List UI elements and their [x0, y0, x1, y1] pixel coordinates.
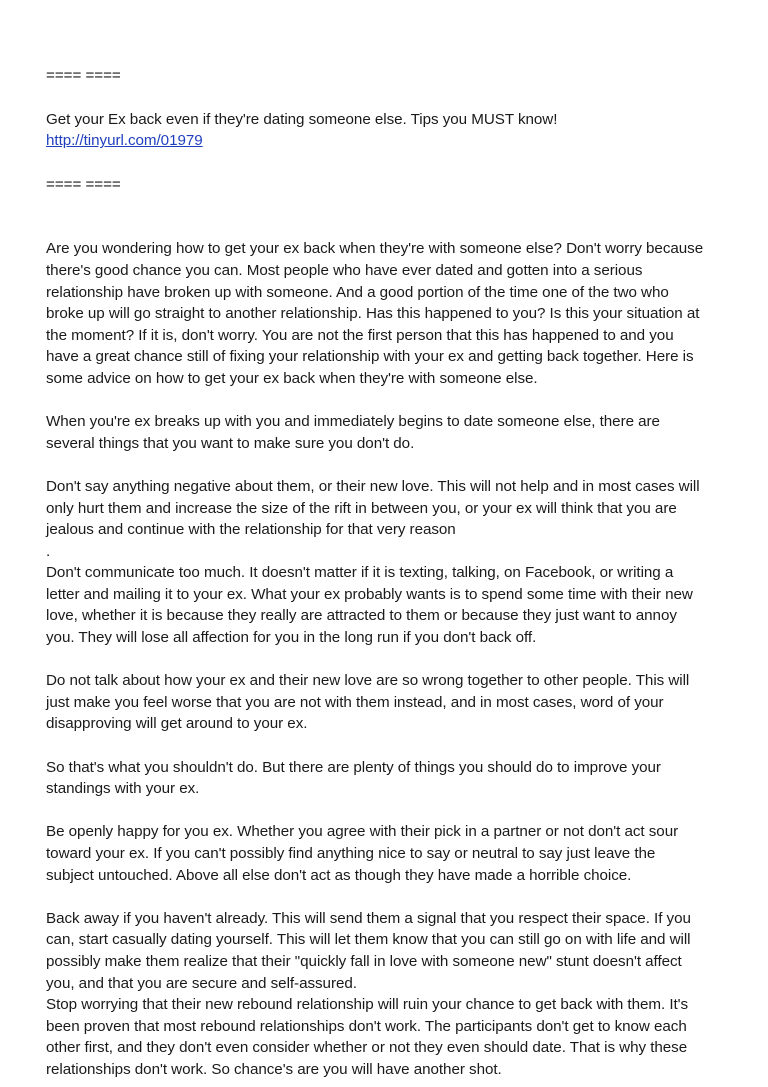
- text-line: Stop worrying that their new rebound relationship will ruin your chance to get back with them. It's: [46, 996, 689, 1014]
- paragraph-dont-talk: [46, 670, 736, 735]
- text-line: Be openly happy for you ex. Whether you agree with their pick in a partner or not don't act sour: [46, 823, 679, 841]
- promo-text: Get your Ex back even if they're dating someone else. Tips you MUST know!: [46, 110, 558, 128]
- text-line: When you're ex breaks up with you and immediately begins to date someone else, there are: [46, 413, 660, 431]
- text-line: only hurt them and increase the size of the rift in between you, or your ex will think that you are: [46, 499, 677, 517]
- text-line: jealous and continue with the relationship for that very reason: [46, 521, 456, 539]
- text-line: Don't say anything negative about them, or their new love. This will not help and in most cases will: [46, 477, 700, 495]
- text-line: there's good chance you can. Most people who have ever dated and gotten into a serious: [46, 261, 643, 279]
- paragraph-intro: [46, 238, 736, 389]
- paragraph-breakup: [46, 411, 736, 454]
- text-line: .: [46, 542, 51, 560]
- text-line: love, whether it is because they really are attracted to them or because they just want to annoy: [46, 607, 677, 625]
- text-line: you, and that you are secure and self-assured.: [46, 974, 357, 992]
- text-line: have a great chance still of fixing your relationship with your ex and getting back together. Here is: [46, 348, 694, 366]
- text-line: So that's what you shouldn't do. But there are plenty of things you should do to improve your: [46, 758, 661, 776]
- text-line: can, start casually dating yourself. This will let them know that you can still go on with life and will: [46, 931, 691, 949]
- text-line: Don't communicate too much. It doesn't matter if it is texting, talking, on Facebook, or writing a: [46, 564, 674, 582]
- text-line: the moment? If it is, don't worry. You are not the first person that this has happened to and you: [46, 326, 674, 344]
- text-line: subject untouched. Above all else don't act as though they have made a horrible choice.: [46, 866, 632, 884]
- text-line: just make you feel worse that you are not with them instead, and in most cases, word of your: [46, 693, 664, 711]
- separator-top: ==== ====: [46, 67, 121, 84]
- text-line: you. They will lose all affection for you in the long run if you don't back off.: [46, 629, 537, 647]
- text-line: relationships don't work. So chance's are you will have another shot.: [46, 1060, 502, 1078]
- paragraph-be-happy: [46, 821, 736, 886]
- separator-bottom: ==== ====: [46, 175, 121, 193]
- promo-link[interactable]: http://tinyurl.com/01979: [46, 132, 203, 150]
- article-body: [46, 238, 736, 1080]
- paragraph-dont-say: [46, 476, 736, 649]
- text-line: other first, and they don't even consider whether or not they even should date. That is why these: [46, 1039, 688, 1057]
- text-line: possibly make them realize that their "quickly fall in love with someone new" stunt doesn't affect: [46, 952, 682, 970]
- text-line: standings with your ex.: [46, 780, 200, 798]
- text-line: toward your ex. If you can't possibly find anything nice to say or neutral to say just leave the: [46, 845, 656, 862]
- text-line: several things that you want to make sure you don't do.: [46, 434, 415, 452]
- text-line: disapproving will get around to your ex.: [46, 715, 308, 733]
- text-line: letter and mailing it to your ex. What your ex probably wants is to spend some time with their new: [46, 585, 693, 603]
- document-page: [46, 65, 736, 1081]
- text-line: Are you wondering how to get your ex back when they're with someone else? Don't worry because: [46, 240, 704, 258]
- text-line: some advice on how to get your ex back when they're with someone else.: [46, 369, 538, 387]
- paragraph-back-away: [46, 908, 736, 1081]
- text-line: Do not talk about how your ex and their new love are so wrong together to other people. This will: [46, 672, 690, 690]
- text-line: been proven that most rebound relationships don't work. The participants don't get to know each: [46, 1017, 687, 1035]
- text-line: relationship have broken up with someone. And a good portion of the time one of the two who: [46, 283, 669, 301]
- paragraph-should-do: [46, 757, 736, 800]
- text-line: Back away if you haven't already. This will send them a signal that you respect their space. If you: [46, 909, 691, 927]
- text-line: broke up will go straight to another relationship. Has this happened to you? Is this your situation at: [46, 305, 700, 323]
